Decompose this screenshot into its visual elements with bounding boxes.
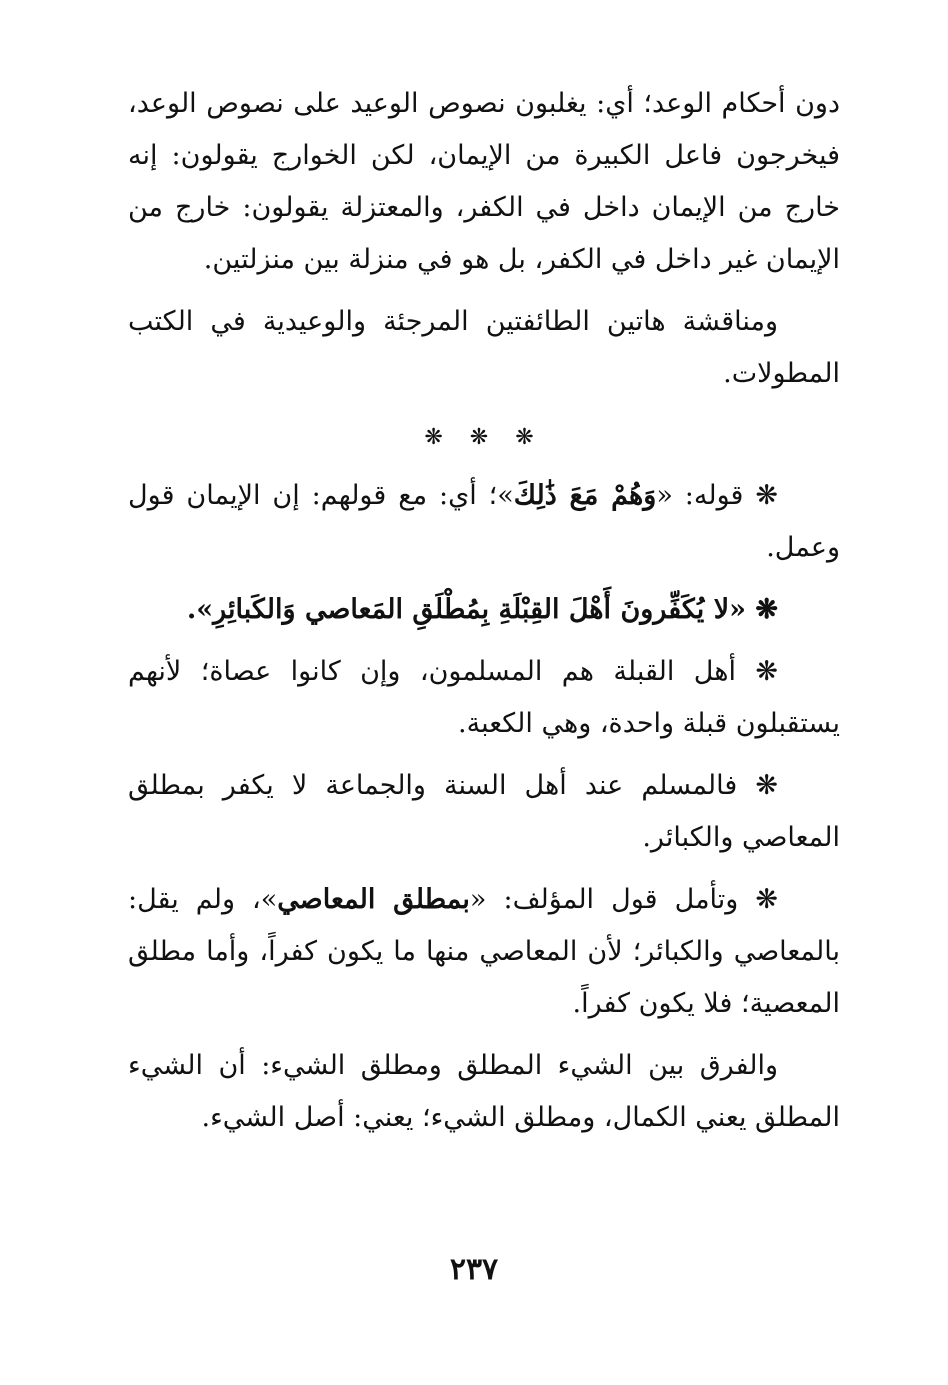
paragraph-al-farq: والفرق بين الشيء المطلق ومطلق الشيء: أن الشيء المطلق يعني الكمال، ومطلق الشيء؛ يعني: أصل الشيء. bbox=[128, 1050, 840, 1133]
quoted-matn: وَهُمْ مَعَ ذَٰلِكَ bbox=[513, 480, 657, 511]
paragraph-al-muslim: ❋ فالمسلم عند أهل السنة والجماعة لا يكفر بمطلق المعاصي والكبائر. bbox=[128, 770, 840, 853]
item-suffix: »؛ أي: مع قولهم: إن الإيمان قول وعمل. bbox=[128, 480, 840, 563]
section-separator: ❋ ❋ ❋ bbox=[424, 425, 544, 450]
item-prefix: ❋ وتأمل قول المؤلف: « bbox=[469, 884, 778, 915]
paragraph-discussion: ومناقشة هاتين الطائفتين المرجئة والوعيدية في الكتب المطولات. bbox=[128, 306, 840, 389]
paragraph-taammal bbox=[128, 874, 840, 1030]
paragraph-ahl-al-qibla: ❋ أهل القبلة هم المسلمون، وإن كانوا عصاة؛ لأنهم يستقبلون قبلة واحدة، وهي الكعبة. bbox=[128, 656, 840, 739]
item-prefix: ❋ قوله: « bbox=[656, 480, 778, 511]
paragraph-matn-la-yukaffirun: ❋ «لا يُكَفِّرونَ أَهْلَ القِبْلَةِ بِمُطْلَقِ المَعاصي وَالكَبائِرِ». bbox=[186, 594, 778, 625]
page-number: ٢٣٧ bbox=[449, 1252, 499, 1287]
quoted-matn: بمطلق المعاصي bbox=[277, 884, 470, 915]
item-suffix: »، ولم يقل: بالمعاصي والكبائر؛ لأن المعاصي منها ما يكون كفراً، وأما مطلق المعصية؛ فلا يكون كفراً. bbox=[128, 884, 840, 1019]
paragraph-murjia-wa3idiyya: دون أحكام الوعد؛ أي: يغلبون نصوص الوعيد على نصوص الوعد، فيخرجون فاعل الكبيرة من الإيمان، لكن الخوارج يقولون: إنه خارج من الإيمان داخل في الكفر، والمعتزلة يقولون: خارج من الإيمان غير داخل في الكفر، بل هو في منزلة بين منزلتين. bbox=[128, 88, 840, 275]
page-body bbox=[128, 78, 840, 1154]
paragraph-qawluhu bbox=[128, 470, 840, 574]
